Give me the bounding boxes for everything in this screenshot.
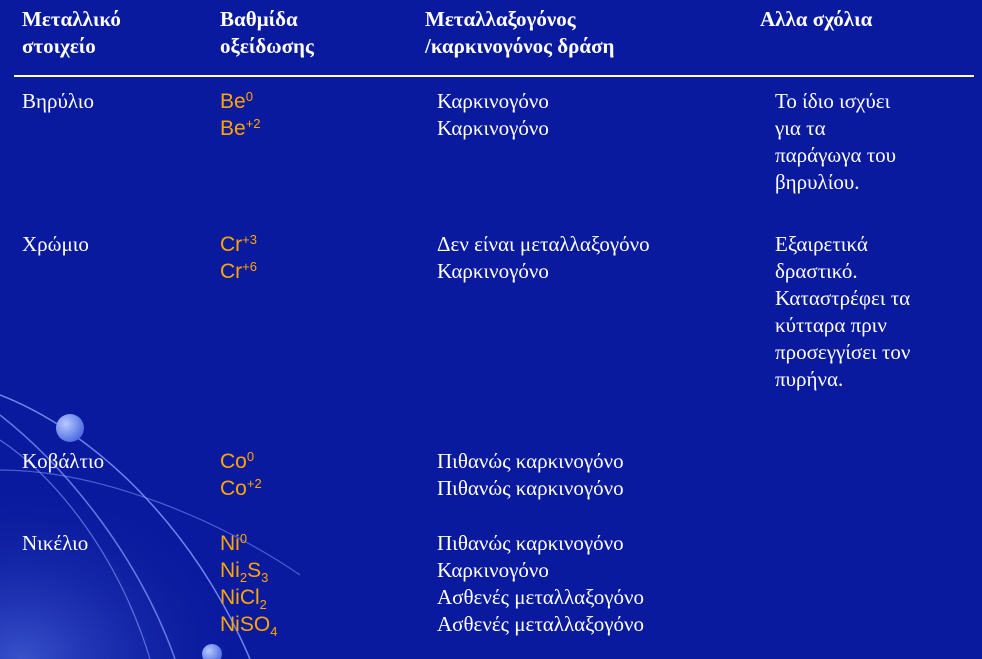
formula-superscript: 0 xyxy=(246,449,255,464)
header-text-line: /καρκινογόνος δράση xyxy=(425,34,615,58)
header-text-line: Μεταλλικό xyxy=(22,7,121,31)
oxidation-formula xyxy=(220,231,257,258)
formula-text: NiCl xyxy=(220,586,260,609)
notes xyxy=(775,88,896,196)
note-line: προσεγγίσει τον xyxy=(775,340,911,364)
header-oxidation-state xyxy=(220,6,314,60)
activity-text: Δεν είναι μεταλλαξογόνο xyxy=(437,232,650,256)
oxidation-formula xyxy=(220,584,277,611)
formula-text: Co xyxy=(220,450,247,473)
formula-superscript: +3 xyxy=(242,232,257,247)
note-line: για τα xyxy=(775,116,826,140)
formula-text: Be xyxy=(220,90,246,113)
header-activity xyxy=(425,6,614,60)
header-text-line: οξείδωσης xyxy=(220,34,314,58)
note-line: κύτταρα πριν xyxy=(775,313,887,337)
header-other-notes xyxy=(760,6,872,33)
activity-text: Ασθενές μεταλλαξογόνο xyxy=(437,612,644,636)
header-divider xyxy=(14,75,974,77)
formula-superscript: 0 xyxy=(239,531,248,546)
oxidation-list xyxy=(220,448,262,502)
activity-text: Καρκινογόνο xyxy=(437,116,549,140)
element-name: Βηρύλιο xyxy=(22,89,94,113)
oxidation-list xyxy=(220,88,261,142)
oxidation-formula xyxy=(220,611,277,638)
header-text-line: στοιχείο xyxy=(22,34,96,58)
formula-superscript: +2 xyxy=(245,116,261,131)
header-text-line: Βαθμίδα xyxy=(220,7,298,31)
note-line: βηρυλίου. xyxy=(775,170,860,194)
activity-text: Πιθανώς καρκινογόνο xyxy=(437,531,624,555)
formula-text: S xyxy=(247,559,262,582)
note-line: πυρήνα. xyxy=(775,367,844,391)
formula-text: Ni xyxy=(220,559,240,582)
formula-text: Cr xyxy=(220,233,243,256)
oxidation-formula xyxy=(220,557,277,584)
note-line: Το ίδιο ισχύει xyxy=(775,89,891,113)
formula-text: Co xyxy=(220,477,247,500)
formula-text: Cr xyxy=(220,260,243,283)
activity-list xyxy=(437,88,549,142)
activity-text: Πιθανώς καρκινογόνο xyxy=(437,449,624,473)
activity-text: Καρκινογόνο xyxy=(437,259,549,283)
formula-superscript: +6 xyxy=(242,259,257,274)
element-name: Χρώμιο xyxy=(22,232,89,256)
formula-subscript: 4 xyxy=(270,624,278,639)
formula-text: Ni xyxy=(220,532,240,555)
oxidation-formula xyxy=(220,448,262,475)
element-name: Νικέλιο xyxy=(22,531,89,555)
activity-list xyxy=(437,448,624,502)
header-metal-element xyxy=(22,6,121,60)
oxidation-formula xyxy=(220,530,277,557)
formula-text: Be xyxy=(220,117,246,140)
oxidation-list xyxy=(220,231,257,285)
notes xyxy=(775,231,910,393)
note-line: Εξαιρετικά xyxy=(775,232,868,256)
activity-text: Ασθενές μεταλλαξογόνο xyxy=(437,585,644,609)
oxidation-formula xyxy=(220,475,262,502)
formula-text: NiSO xyxy=(220,613,271,636)
oxidation-list xyxy=(220,530,277,638)
header-text-line: Μεταλλαξογόνος xyxy=(425,7,576,31)
activity-list xyxy=(437,231,650,285)
oxidation-formula xyxy=(220,115,261,142)
formula-superscript: +2 xyxy=(246,476,262,491)
note-line: παράγωγα του xyxy=(775,143,897,167)
formula-superscript: 0 xyxy=(245,89,253,104)
activity-list xyxy=(437,530,644,638)
oxidation-formula xyxy=(220,88,261,115)
element-name: Κοβάλτιο xyxy=(22,449,105,473)
formula-subscript: 2 xyxy=(259,597,267,612)
note-line: δραστικό. xyxy=(775,259,858,283)
activity-text: Καρκινογόνο xyxy=(437,89,549,113)
header-text-line: Αλλα σχόλια xyxy=(760,7,873,31)
activity-text: Καρκινογόνο xyxy=(437,558,549,582)
note-line: Καταστρέφει τα xyxy=(775,286,911,310)
activity-text: Πιθανώς καρκινογόνο xyxy=(437,476,624,500)
formula-subscript: 3 xyxy=(261,570,269,585)
formula-subscript: 2 xyxy=(239,570,248,585)
oxidation-formula xyxy=(220,258,257,285)
